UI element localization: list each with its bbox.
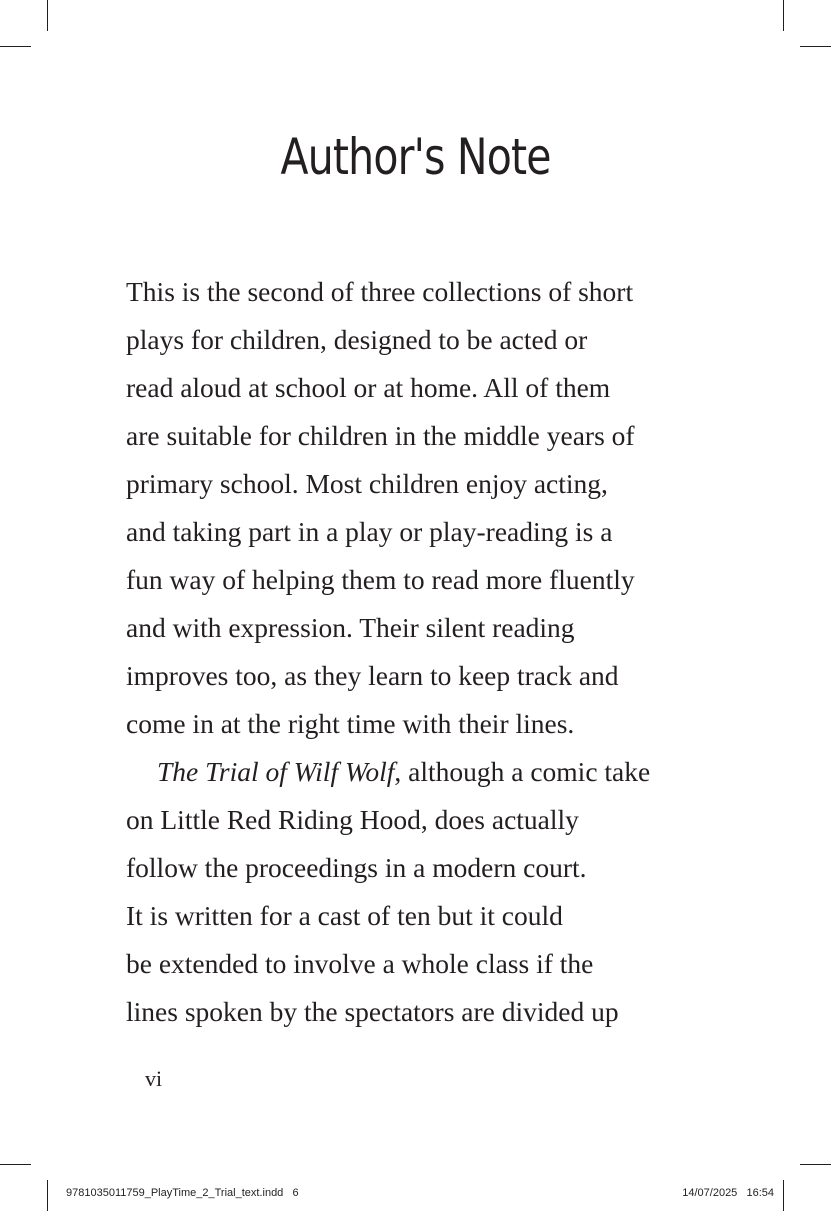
- paragraph-2: [126, 748, 726, 1036]
- text-line: and taking part in a play or play-reading is a: [126, 516, 613, 547]
- text-line: and with expression. Their silent reading: [126, 612, 575, 643]
- page-number: vi: [145, 1066, 163, 1091]
- text-line: plays for children, designed to be acted or: [126, 324, 588, 355]
- crop-mark-bottom-left-vertical: [47, 1180, 48, 1211]
- crop-mark-top-right-vertical: [783, 0, 784, 31]
- crop-mark-bottom-right-vertical: [783, 1180, 784, 1211]
- text-line: be extended to involve a whole class if the: [126, 948, 594, 979]
- crop-mark-top-right-horizontal: [800, 46, 831, 47]
- crop-mark-bottom-right-horizontal: [800, 1164, 831, 1165]
- text-line: come in at the right time with their lines.: [126, 708, 575, 739]
- text-line: [126, 748, 726, 796]
- play-title: The Trial of Wilf Wolf: [157, 756, 395, 787]
- text-line-rest: , although a comic take: [394, 756, 651, 787]
- paragraph-1: [126, 268, 726, 748]
- page-title: Author's Note: [280, 128, 551, 186]
- text-line: on Little Red Riding Hood, does actually: [126, 804, 579, 835]
- crop-mark-bottom-left-horizontal: [0, 1164, 31, 1165]
- text-line: lines spoken by the spectators are divided up: [126, 996, 619, 1027]
- crop-mark-top-left-horizontal: [0, 46, 31, 47]
- text-line: read aloud at school or at home. All of them: [126, 372, 611, 403]
- text-line: It is written for a cast of ten but it could: [126, 900, 563, 931]
- text-line: improves too, as they learn to keep track and: [126, 660, 619, 691]
- text-line: follow the proceedings in a modern court.: [126, 852, 587, 883]
- body-text: [126, 268, 726, 1036]
- text-line: fun way of helping them to read more fluently: [126, 564, 635, 595]
- slug-filename: 9781035011759_PlayTime_2_Trial_text.indd 6: [66, 1187, 299, 1199]
- text-line: This is the second of three collections of short: [126, 276, 634, 307]
- slug-datetime: 14/07/2025 16:54: [682, 1187, 774, 1199]
- crop-mark-top-left-vertical: [47, 0, 48, 31]
- text-line: primary school. Most children enjoy acting,: [126, 468, 608, 499]
- text-line: are suitable for children in the middle years of: [126, 420, 635, 451]
